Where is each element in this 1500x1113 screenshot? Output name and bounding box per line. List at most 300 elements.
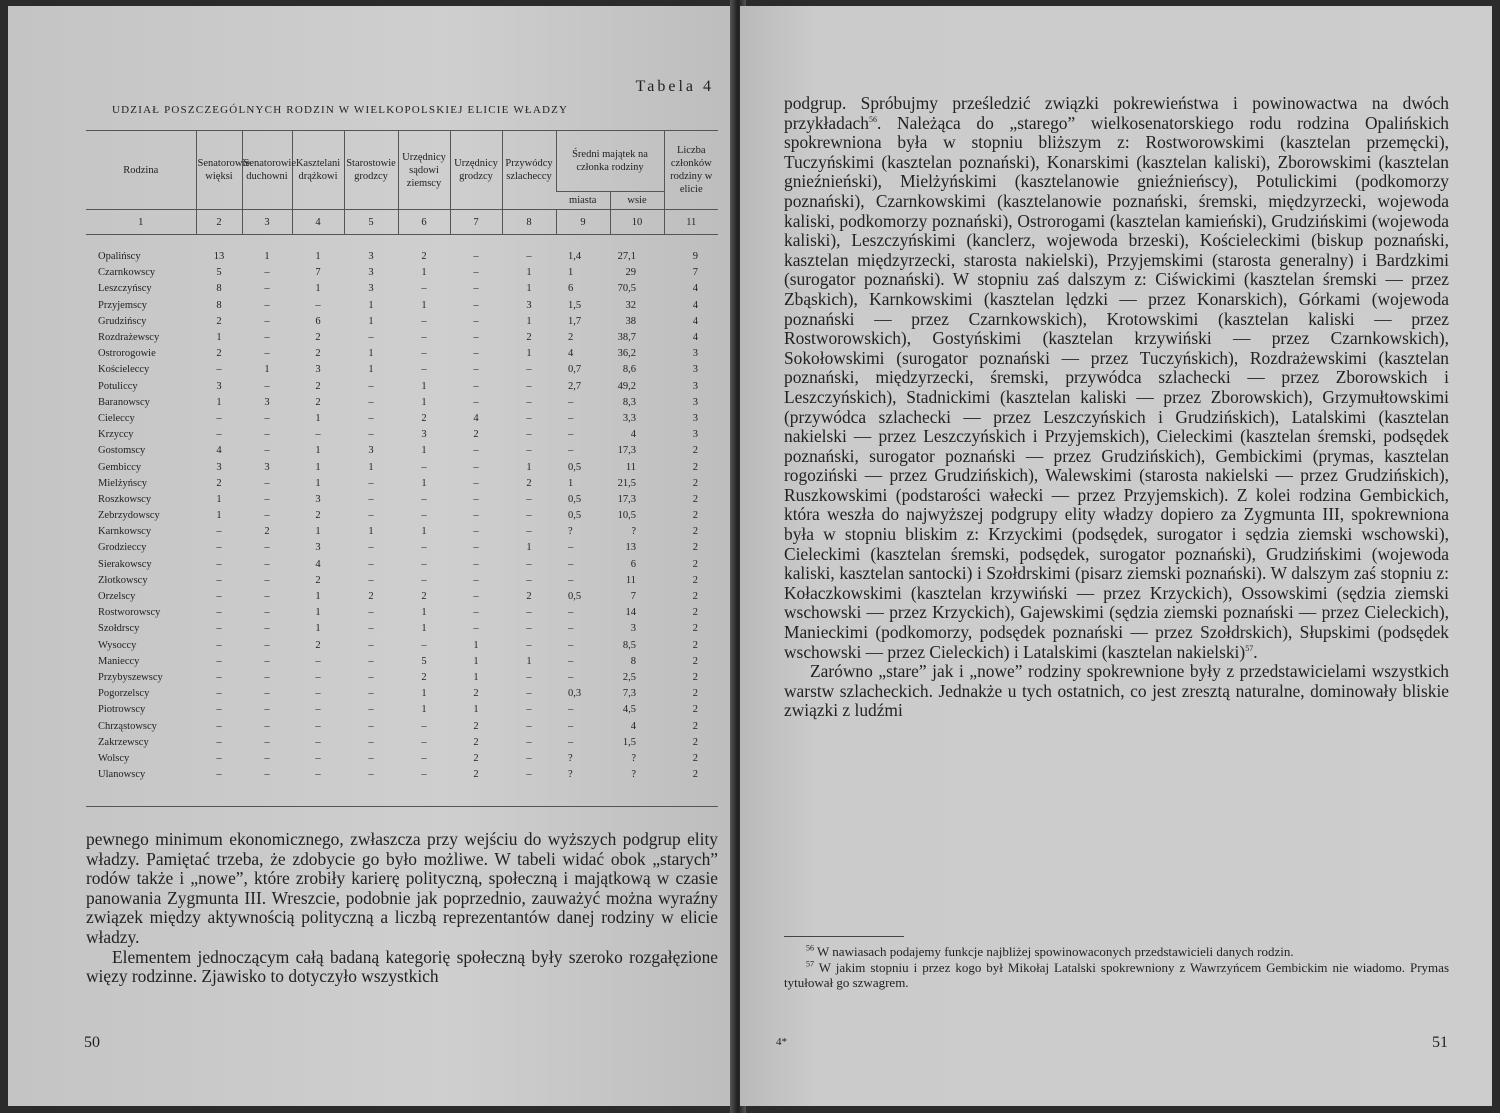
table-cell: 8,3 <box>622 396 636 408</box>
column-number: 3 <box>242 210 292 235</box>
table-cell: – <box>368 688 374 700</box>
table-row <box>86 362 718 378</box>
table-cell: – <box>216 607 222 619</box>
table-cell: 2 <box>526 332 532 344</box>
table-cell: – <box>473 542 479 554</box>
table-cell: 10,5 <box>617 510 636 522</box>
table-cell: 1 <box>473 704 479 716</box>
table-cell: – <box>568 720 574 732</box>
table-cell: 2 <box>421 671 427 683</box>
table-cell: 70,5 <box>617 283 636 295</box>
table-cell: 2 <box>692 526 698 538</box>
table-cell: – <box>526 558 532 570</box>
table-cell: – <box>473 315 479 327</box>
table-cell: 1 <box>421 477 427 489</box>
column-number: 5 <box>344 210 398 235</box>
family-name-cell: Rostworowscy <box>98 607 161 619</box>
table-cell: 21,5 <box>617 477 636 489</box>
table-cell: 3,3 <box>622 412 636 424</box>
table-cell: 2 <box>692 558 698 570</box>
table-cell: 3 <box>692 380 698 392</box>
table-cell: 3 <box>692 412 698 424</box>
table-cell: 3 <box>368 251 374 263</box>
table-cell: – <box>421 736 427 748</box>
table-label: Tabela 4 <box>635 78 714 95</box>
table-cell: 13 <box>213 251 225 263</box>
table-row <box>86 379 718 395</box>
footnote-ref-57: 57 <box>1245 643 1254 653</box>
table-cell: – <box>264 752 270 764</box>
table-cell: 2 <box>692 704 698 716</box>
table-cell: 17,3 <box>617 445 636 457</box>
table-cell: – <box>216 412 222 424</box>
table-cell: – <box>264 299 270 311</box>
table-cell: – <box>421 752 427 764</box>
column-number: 10 <box>610 210 664 235</box>
table-cell: – <box>526 607 532 619</box>
table-cell: – <box>264 736 270 748</box>
right-body-text <box>784 94 1449 721</box>
table-cell: 5 <box>421 655 427 667</box>
header-avg-property: Średni majątek na członka rodziny <box>556 131 664 192</box>
table-cell: – <box>264 332 270 344</box>
table-row <box>86 395 718 411</box>
table-cell: 1 <box>421 380 427 392</box>
table-cell: – <box>264 671 270 683</box>
table-cell: – <box>473 251 479 263</box>
left-paragraph-1: pewnego minimum ekonomicznego, zwłaszcza przy wejściu do wyższych podgrup elity władzy. Pamiętać trzeba, że zdobycie go było możliwe. W tabeli widać obok „starych” rodów także i „nowe”, które zrobiły karierę polityczną, społeczną i majątkową w czasie panowania Zygmunta III. Wreszcie, podobnie jak poprzednio, zauważyć można wyraźny związek między aktywnością polityczną a liczbą reprezentantów danej rodziny w elicie władzy. <box>86 829 718 947</box>
table-cell: 1,5 <box>568 299 582 311</box>
header-officials-town: Urzędnicy grodzcy <box>450 131 502 210</box>
table-cell: 3 <box>692 429 698 441</box>
family-elite-table <box>86 130 718 783</box>
table-cell: 2 <box>526 477 532 489</box>
table-cell: 1 <box>216 493 222 505</box>
table-cell: – <box>526 704 532 716</box>
table-cell: 2 <box>473 769 479 781</box>
table-cell: – <box>216 364 222 376</box>
family-name-cell: Manieccy <box>98 655 140 667</box>
table-cell: 2 <box>315 396 321 408</box>
table-cell: 2 <box>473 752 479 764</box>
family-name-cell: Opalińscy <box>98 251 141 263</box>
table-cell: – <box>216 558 222 570</box>
table-cell: 1 <box>368 461 374 473</box>
family-name-cell: Leszczyńscy <box>98 283 152 295</box>
table-cell: 2 <box>692 720 698 732</box>
table-cell: – <box>421 558 427 570</box>
table-cell: 3 <box>315 493 321 505</box>
table-cell: 1 <box>526 267 532 279</box>
table-cell: 3 <box>692 348 698 360</box>
table-cell: – <box>264 720 270 732</box>
table-cell: 2 <box>568 332 574 344</box>
family-name-cell: Przyjemscy <box>98 299 147 311</box>
table-row <box>86 459 718 475</box>
table-cell: – <box>526 574 532 586</box>
right-page <box>740 6 1492 1106</box>
table-cell: 1 <box>473 671 479 683</box>
table-cell: 4 <box>216 445 222 457</box>
table-cell: 2 <box>473 429 479 441</box>
table-cell: – <box>216 736 222 748</box>
table-cell: – <box>473 510 479 522</box>
table-cell: 1 <box>264 251 270 263</box>
table-row <box>86 281 718 297</box>
header-senators-major: Senatorowie więksi <box>196 131 242 210</box>
table-cell: – <box>473 267 479 279</box>
table-row <box>86 621 718 637</box>
table-cell: – <box>473 526 479 538</box>
column-number: 8 <box>502 210 556 235</box>
table-cell: 2 <box>526 591 532 603</box>
table-cell: 1 <box>368 348 374 360</box>
table-cell: 1 <box>526 542 532 554</box>
table-cell: 4 <box>630 720 636 732</box>
table-cell: – <box>368 429 374 441</box>
table-cell: – <box>526 623 532 635</box>
family-name-cell: Wolscy <box>98 752 130 764</box>
table-cell: – <box>216 639 222 651</box>
table-cell: 11 <box>625 574 636 586</box>
table-cell: – <box>264 688 270 700</box>
table-cell: 27,1 <box>617 251 636 263</box>
table-cell: 1,7 <box>568 315 582 327</box>
table-cell: – <box>568 429 574 441</box>
page-number-left: 50 <box>84 1034 100 1051</box>
table-cell: 2 <box>473 720 479 732</box>
table-cell: – <box>368 380 374 392</box>
column-number: 1 <box>86 210 196 235</box>
table-cell: 3 <box>216 461 222 473</box>
table-cell: – <box>264 380 270 392</box>
table-cell: 1 <box>315 445 321 457</box>
header-starosts: Starostowie grodzcy <box>344 131 398 210</box>
table-row <box>86 638 718 654</box>
table-cell: – <box>421 364 427 376</box>
table-cell: 1 <box>421 445 427 457</box>
table-cell: – <box>526 688 532 700</box>
table-cell: 1 <box>473 639 479 651</box>
table-cell: – <box>315 429 321 441</box>
family-name-cell: Rozdrażewscy <box>98 332 160 344</box>
table-cell: 1 <box>315 461 321 473</box>
family-name-cell: Roszkowscy <box>98 493 152 505</box>
table-cell: – <box>315 736 321 748</box>
table-cell: – <box>264 429 270 441</box>
column-number: 2 <box>196 210 242 235</box>
table-cell: 2 <box>692 445 698 457</box>
family-name-cell: Potuliccy <box>98 380 138 392</box>
table-cell: 1 <box>264 364 270 376</box>
table-cell: – <box>421 493 427 505</box>
table-cell: 1,5 <box>622 736 636 748</box>
table-cell: 1 <box>216 396 222 408</box>
table-cell: 2 <box>421 591 427 603</box>
family-name-cell: Pogorzelscy <box>98 688 150 700</box>
table-cell: 1 <box>526 461 532 473</box>
table-row <box>86 767 718 783</box>
family-name-cell: Gostomscy <box>98 445 146 457</box>
family-name-cell: Przybyszewscy <box>98 671 163 683</box>
footnotes <box>784 944 1449 991</box>
table-cell: – <box>368 720 374 732</box>
right-paragraph-2: Zarówno „stare” jak i „nowe” rodziny spokrewnione były z przedstawicielami wszystkich warstw szlacheckich. Jednakże u tych ostatnich, co jest zresztą naturalne, dominowały bliskie związki z ludźmi <box>784 661 1449 721</box>
family-name-cell: Cieleccy <box>98 412 135 424</box>
table-cell: 0,7 <box>568 364 582 376</box>
table-cell: – <box>368 769 374 781</box>
table-bottom-rule <box>86 806 718 807</box>
family-name-cell: Zebrzydowscy <box>98 510 160 522</box>
header-family: Rodzina <box>86 131 196 210</box>
table-row <box>86 508 718 524</box>
table-row <box>86 702 718 718</box>
family-name-cell: Ostrorogowie <box>98 348 156 360</box>
header-officials-land: Urzędnicy sądowi ziemscy <box>398 131 450 210</box>
table-cell: – <box>264 639 270 651</box>
table-cell: – <box>264 315 270 327</box>
table-cell: – <box>473 283 479 295</box>
table-cell: – <box>264 704 270 716</box>
table-row <box>86 346 718 362</box>
table-cell: 2 <box>473 688 479 700</box>
table-cell: 3 <box>264 461 270 473</box>
table-cell: 8 <box>630 655 636 667</box>
table-cell: – <box>526 720 532 732</box>
table-row <box>86 686 718 702</box>
table-cell: – <box>216 720 222 732</box>
table-cell: 1 <box>526 315 532 327</box>
table-cell: 2,7 <box>568 380 582 392</box>
table-cell: – <box>315 769 321 781</box>
family-name-cell: Baranowscy <box>98 396 150 408</box>
table-cell: – <box>473 396 479 408</box>
table-cell: 2,5 <box>622 671 636 683</box>
table-cell: – <box>368 655 374 667</box>
table-cell: – <box>368 542 374 554</box>
table-cell: – <box>368 558 374 570</box>
table-cell: – <box>526 493 532 505</box>
table-cell: – <box>216 704 222 716</box>
table-cell: 1 <box>315 607 321 619</box>
table-cell: 4 <box>315 558 321 570</box>
table-cell: 3 <box>526 299 532 311</box>
table-cell: – <box>568 671 574 683</box>
table-cell: – <box>368 752 374 764</box>
table-cell: 2 <box>692 542 698 554</box>
table-cell: 3 <box>216 380 222 392</box>
table-cell: 1 <box>315 251 321 263</box>
table-cell: – <box>216 769 222 781</box>
table-cell: 1 <box>315 623 321 635</box>
table-cell: – <box>421 720 427 732</box>
table-cell: 3 <box>630 623 636 635</box>
table-cell: – <box>264 267 270 279</box>
table-cell: 2 <box>368 591 374 603</box>
family-name-cell: Mielżyńscy <box>98 477 147 489</box>
table-cell: – <box>568 736 574 748</box>
table-row <box>86 298 718 314</box>
table-cell: – <box>368 607 374 619</box>
family-name-cell: Orzelscy <box>98 591 136 603</box>
family-name-cell: Sierakowscy <box>98 558 152 570</box>
table-cell: 1 <box>526 655 532 667</box>
table-cell: – <box>315 752 321 764</box>
table-cell: 2 <box>692 736 698 748</box>
signature-mark: 4* <box>776 1036 787 1048</box>
table-row <box>86 605 718 621</box>
table-cell: 2 <box>315 574 321 586</box>
table-cell: 1 <box>315 477 321 489</box>
table-row <box>86 443 718 459</box>
table-title: UDZIAŁ POSZCZEGÓLNYCH RODZIN W WIELKOPOLSKIEJ ELICIE WŁADZY <box>112 104 569 116</box>
table-cell: 36,2 <box>617 348 636 360</box>
column-number: 6 <box>398 210 450 235</box>
table-cell: 17,3 <box>617 493 636 505</box>
table-cell: – <box>315 720 321 732</box>
table-cell: – <box>421 283 427 295</box>
table-cell: – <box>421 315 427 327</box>
table-cell: 1 <box>568 267 574 279</box>
left-paragraph-2: Elementem jednoczącym całą badaną kategorię społeczną były szeroko rozgałęzione więzy rodzinne. Zjawisko to dotyczyło wszystkich <box>86 946 718 987</box>
column-number: 9 <box>556 210 610 235</box>
table-cell: – <box>568 704 574 716</box>
table-cell: 1 <box>368 364 374 376</box>
table-cell: – <box>264 623 270 635</box>
table-cell: – <box>568 558 574 570</box>
table-cell: 2 <box>473 736 479 748</box>
table-cell: – <box>264 558 270 570</box>
table-cell: 1 <box>526 348 532 360</box>
table-cell: ? <box>631 752 636 764</box>
column-number: 7 <box>450 210 502 235</box>
table-row <box>86 540 718 556</box>
table-cell: 6 <box>630 558 636 570</box>
table-cell: – <box>568 412 574 424</box>
table-cell: 3 <box>368 267 374 279</box>
table-cell: 2 <box>692 752 698 764</box>
table-cell: 4 <box>473 412 479 424</box>
family-name-cell: Szołdrscy <box>98 623 140 635</box>
table-cell: 2 <box>692 607 698 619</box>
table-cell: 14 <box>625 607 636 619</box>
table-cell: 3 <box>368 283 374 295</box>
table-cell: 11 <box>625 461 636 473</box>
table-cell: – <box>368 671 374 683</box>
table-cell: – <box>526 769 532 781</box>
table-cell: – <box>526 396 532 408</box>
table-cell: 4 <box>630 429 636 441</box>
table-cell: 7 <box>630 591 636 603</box>
table-cell: – <box>568 542 574 554</box>
table-cell: – <box>568 639 574 651</box>
table-cell: – <box>568 445 574 457</box>
table-cell: 6 <box>315 315 321 327</box>
table-cell: 2 <box>421 251 427 263</box>
header-nobility-leaders: Przywódcy szlacheccy <box>502 131 556 210</box>
table-cell: 4 <box>692 283 698 295</box>
table-cell: – <box>264 477 270 489</box>
table-cell: – <box>368 623 374 635</box>
table-cell: ? <box>631 526 636 538</box>
family-name-cell: Czarnkowscy <box>98 267 156 279</box>
table-row <box>86 654 718 670</box>
family-name-cell: Grodziecсy <box>98 542 147 554</box>
table-cell: 4 <box>692 332 698 344</box>
table-cell: 2 <box>692 493 698 505</box>
table-cell: ? <box>568 526 573 538</box>
table-cell: 3 <box>315 542 321 554</box>
table-cell: 2 <box>692 623 698 635</box>
table-row <box>86 249 718 265</box>
family-name-cell: Gembiccy <box>98 461 142 473</box>
table-cell: 7 <box>315 267 321 279</box>
table-row <box>86 573 718 589</box>
table-cell: – <box>473 299 479 311</box>
table-cell: – <box>568 396 574 408</box>
table-cell: – <box>421 461 427 473</box>
table-cell: – <box>473 591 479 603</box>
table-cell: 2 <box>692 639 698 651</box>
family-name-cell: Złotkowscy <box>98 574 148 586</box>
table-cell: 2 <box>264 526 270 538</box>
table-cell: 2 <box>692 477 698 489</box>
table-cell: 2 <box>692 591 698 603</box>
table-cell: – <box>264 769 270 781</box>
table-cell: – <box>216 752 222 764</box>
table-cell: 1 <box>421 299 427 311</box>
table-cell: – <box>368 736 374 748</box>
table-cell: ? <box>568 769 573 781</box>
table-cell: – <box>526 364 532 376</box>
table-cell: ? <box>631 769 636 781</box>
table-cell: 1,4 <box>568 251 582 263</box>
family-name-cell: Zakrzewscy <box>98 736 149 748</box>
table-cell: 2 <box>315 510 321 522</box>
column-number-row <box>86 210 718 235</box>
table-cell: 2 <box>216 315 222 327</box>
table-cell: 1 <box>315 526 321 538</box>
table-cell: – <box>526 526 532 538</box>
table-cell: 7 <box>692 267 698 279</box>
table-cell: 2 <box>692 769 698 781</box>
table-cell: – <box>526 251 532 263</box>
table-row <box>86 670 718 686</box>
table-cell: 1 <box>421 623 427 635</box>
table-cell: 2 <box>692 688 698 700</box>
table-cell: – <box>368 396 374 408</box>
table-cell: 8 <box>216 299 222 311</box>
family-name-cell: Karnkowscy <box>98 526 152 538</box>
table-cell: 3 <box>368 445 374 457</box>
table-cell: 2 <box>421 412 427 424</box>
table-cell: 4 <box>692 299 698 311</box>
table-cell: 3 <box>692 396 698 408</box>
table-cell: 1 <box>368 526 374 538</box>
table-cell: – <box>473 461 479 473</box>
table-cell: – <box>216 655 222 667</box>
table-cell: – <box>315 704 321 716</box>
table-cell: 38 <box>625 315 636 327</box>
table-cell: 2 <box>692 574 698 586</box>
header-villages: wsie <box>610 192 664 210</box>
table-cell: – <box>368 639 374 651</box>
footnote-rule <box>784 936 904 937</box>
table-cell: – <box>315 688 321 700</box>
header-castellans-minor: Kasztelani drążkowi <box>292 131 344 210</box>
header-towns: miasta <box>556 192 610 210</box>
table-cell: 0,3 <box>568 688 582 700</box>
